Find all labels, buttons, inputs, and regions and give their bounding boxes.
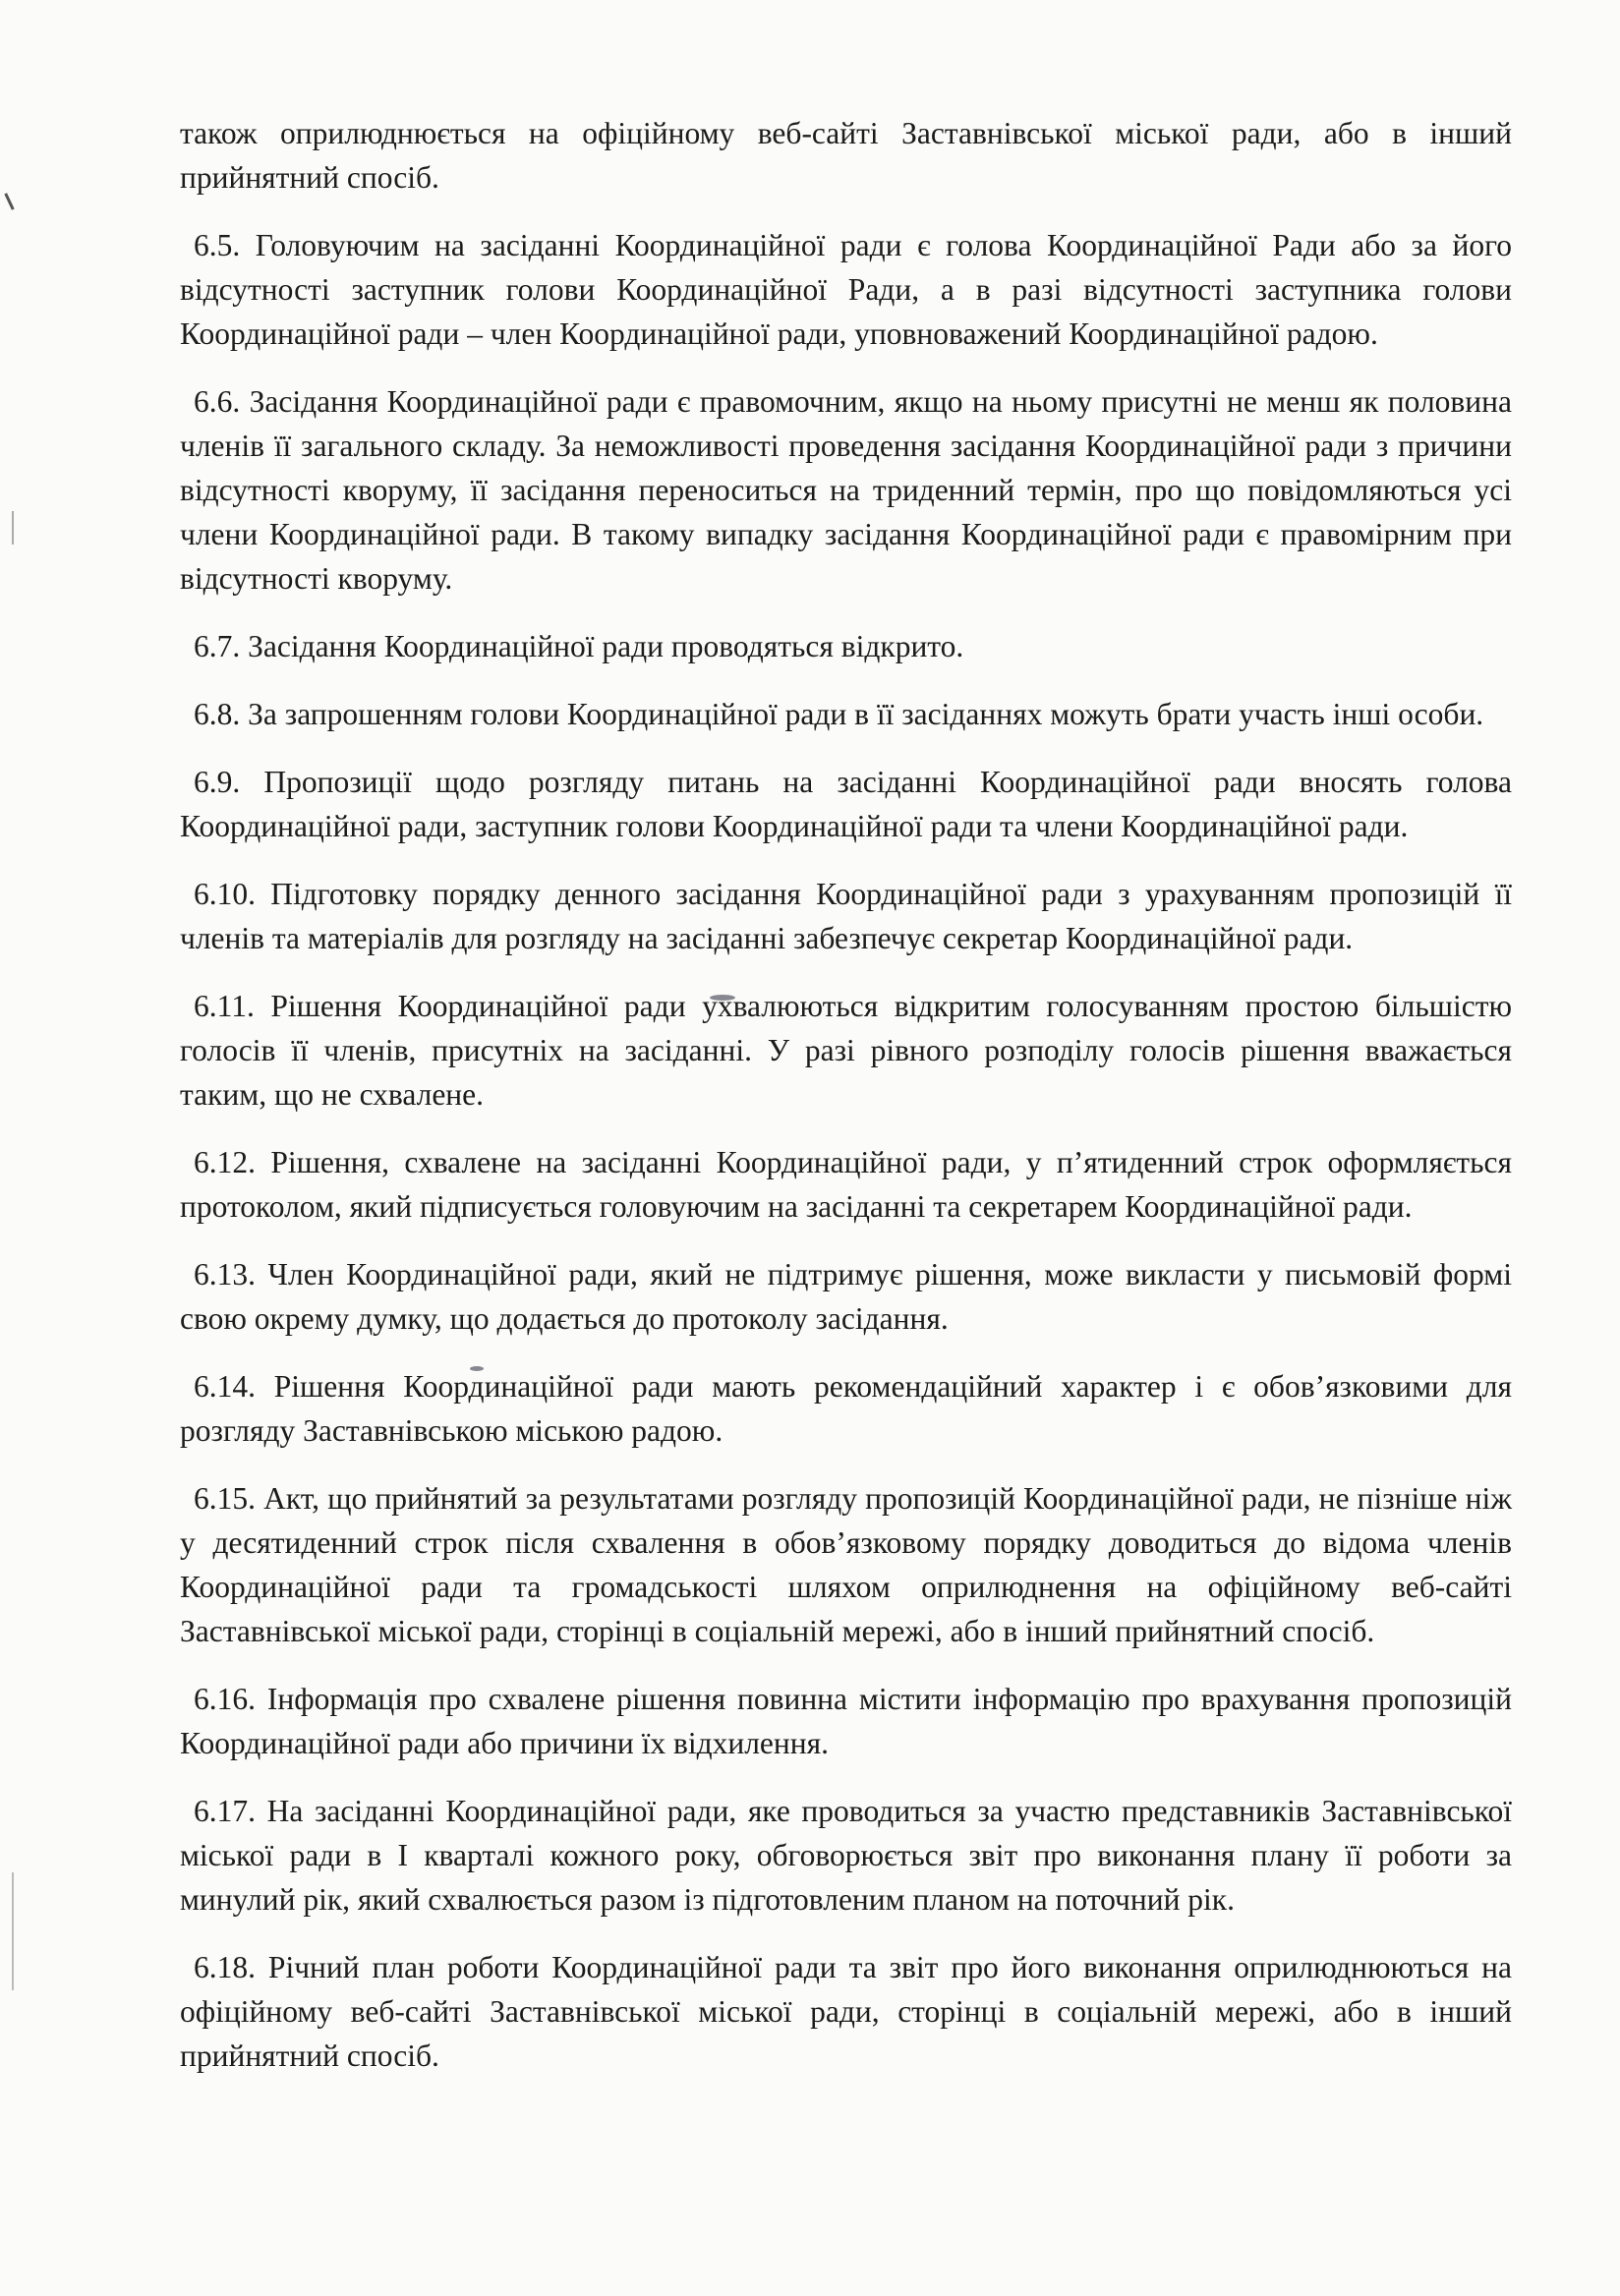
paragraph-6-11: 6.11. Рішення Координаційної ради ухвалюються відкритим голосуванням простою більшістю голосів її членів, присутніх на засіданні. У разі рівного розподілу голосів рішення вважається таким, що не схвалене. bbox=[180, 989, 1512, 1112]
paragraph-6-7: 6.7. Засідання Координаційної ради проводяться відкрито. bbox=[194, 629, 964, 663]
paragraph-6-15: 6.15. Акт, що прийнятий за результатами розгляду пропозицій Координаційної ради, не пізніше ніж у десятиденний строк після схвалення в обов’язковому порядку доводиться до відома членів Координаційної ради та громадськості шляхом оприлюднення на офіційному веб-сайті Заставнівської міської ради, сторінці в соціальній мережі, або в інший прийнятний спосіб. bbox=[180, 1481, 1512, 1648]
paragraph-6-16: 6.16. Інформація про схвалене рішення повинна містити інформацію про врахування пропозицій Координаційної ради або причини їх відхилення. bbox=[180, 1682, 1512, 1760]
paragraph-6-17: 6.17. На засіданні Координаційної ради, яке проводиться за участю представників Заставнівської міської ради в І кварталі кожного року, обговорюється звіт про виконання плану її роботи за минулий рік, який схвалюється разом із підготовленим планом на поточний рік. bbox=[180, 1794, 1512, 1917]
document-body bbox=[180, 111, 1512, 2101]
paragraph-6-14: 6.14. Рішення Координаційної ради мають рекомендаційний характер і є обов’язковими для розгляду Заставнівською міською радою. bbox=[180, 1369, 1512, 1448]
paragraph-6-5: 6.5. Головуючим на засіданні Координаційної ради є голова Координаційної Ради або за його відсутності заступник голови Координаційної Ради, а в разі відсутності заступника голови Координаційної ради – член Координаційної ради, уповноважений Координаційної радою. bbox=[180, 228, 1512, 351]
scan-edge-mark bbox=[4, 193, 14, 210]
paragraph-6-12: 6.12. Рішення, схвалене на засіданні Координаційної ради, у п’ятиденний строк оформляється протоколом, який підписується головуючим на засіданні та секретарем Координаційної ради. bbox=[180, 1145, 1512, 1224]
paragraph-6-10: 6.10. Підготовку порядку денного засідання Координаційної ради з урахуванням пропозицій її членів та матеріалів для розгляду на засіданні забезпечує секретар Координаційної ради. bbox=[180, 877, 1512, 955]
paragraph-6-13: 6.13. Член Координаційної ради, який не підтримує рішення, може викласти у письмовій формі свою окрему думку, що додається до протоколу засідання. bbox=[180, 1257, 1512, 1336]
paragraph-6-9: 6.9. Пропозиції щодо розгляду питань на засіданні Координаційної ради вносять голова Координаційної ради, заступник голови Координаційної ради та члени Координаційної ради. bbox=[180, 765, 1512, 843]
paragraph-continuation: також оприлюднюється на офіційному веб-сайті Заставнівської міської ради, або в інший прийнятний спосіб. bbox=[180, 116, 1512, 195]
margin-tick bbox=[12, 1872, 14, 1990]
paragraph-6-8: 6.8. За запрошенням голови Координаційної ради в її засіданнях можуть брати участь інші особи. bbox=[194, 697, 1484, 731]
margin-tick bbox=[12, 511, 14, 545]
paragraph-6-6: 6.6. Засідання Координаційної ради є правомочним, якщо на ньому присутні не менш як половина членів її загального складу. За неможливості проведення засідання Координаційної ради з причини відсутності кворуму, її засідання переноситься на триденний термін, про що повідомляються усі члени Координаційної ради. В такому випадку засідання Координаційної ради є правомірним при відсутності кворуму. bbox=[180, 384, 1512, 596]
paragraph-6-18: 6.18. Річний план роботи Координаційної ради та звіт про його виконання оприлюднюються на офіційному веб-сайті Заставнівської міської ради, сторінці в соціальній мережі, або в інший прийнятний спосіб. bbox=[180, 1950, 1512, 2073]
